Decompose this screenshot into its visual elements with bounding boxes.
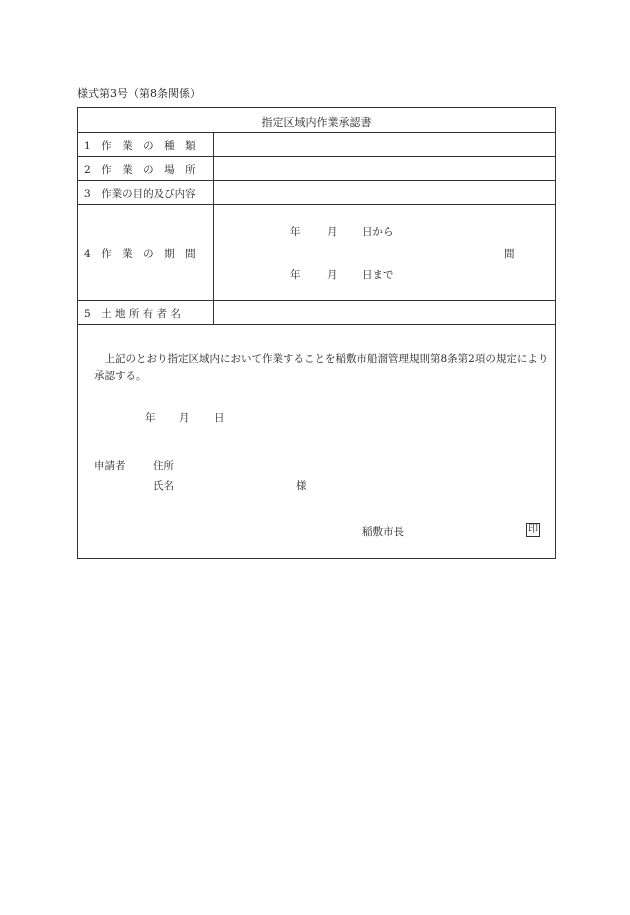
divider	[78, 300, 555, 301]
date-month-label: 月	[179, 412, 190, 424]
seal-mark: 印	[528, 524, 538, 535]
honorific-label: 様	[296, 480, 307, 492]
row-label-work-type: 1 作 業 の 種 類	[84, 140, 196, 152]
form-number: 様式第3号（第8条関係）	[77, 87, 201, 100]
end-month-label: 月	[327, 269, 338, 281]
divider	[78, 204, 555, 205]
issuer-title: 稲敷市長	[362, 526, 404, 538]
end-year-label: 年	[290, 269, 301, 281]
address-label: 住所	[153, 460, 174, 472]
divider	[78, 180, 555, 181]
divider	[78, 324, 555, 325]
start-year-label: 年	[290, 226, 301, 238]
approval-statement	[94, 351, 549, 385]
row-label-work-purpose: 3 作業の目的及び内容	[84, 188, 196, 200]
date-day-label: 日	[214, 412, 225, 424]
row-label-work-location: 2 作 業 の 場 所	[84, 164, 196, 176]
date-year-label: 年	[145, 412, 156, 424]
approval-statement-text: 上記のとおり指定区域内において作業することを稲敷市船溜管理規則第8条第2項の規定により承認する。	[94, 353, 549, 382]
applicant-label: 申請者	[94, 460, 126, 472]
name-label: 氏名	[153, 480, 174, 492]
column-divider	[213, 132, 214, 324]
approval-form	[77, 107, 556, 559]
form-title: 指定区域内作業承認書	[261, 116, 372, 129]
start-month-label: 月	[327, 226, 338, 238]
divider	[78, 132, 555, 133]
end-day-label: 日まで	[362, 269, 394, 281]
divider	[78, 156, 555, 157]
row-label-work-period: 4 作 業 の 期 間	[84, 248, 196, 260]
start-day-label: 日から	[362, 226, 394, 238]
row-label-landowner: 5 土 地 所 有 者 名	[84, 308, 181, 320]
duration-unit-label: 間	[504, 248, 515, 260]
